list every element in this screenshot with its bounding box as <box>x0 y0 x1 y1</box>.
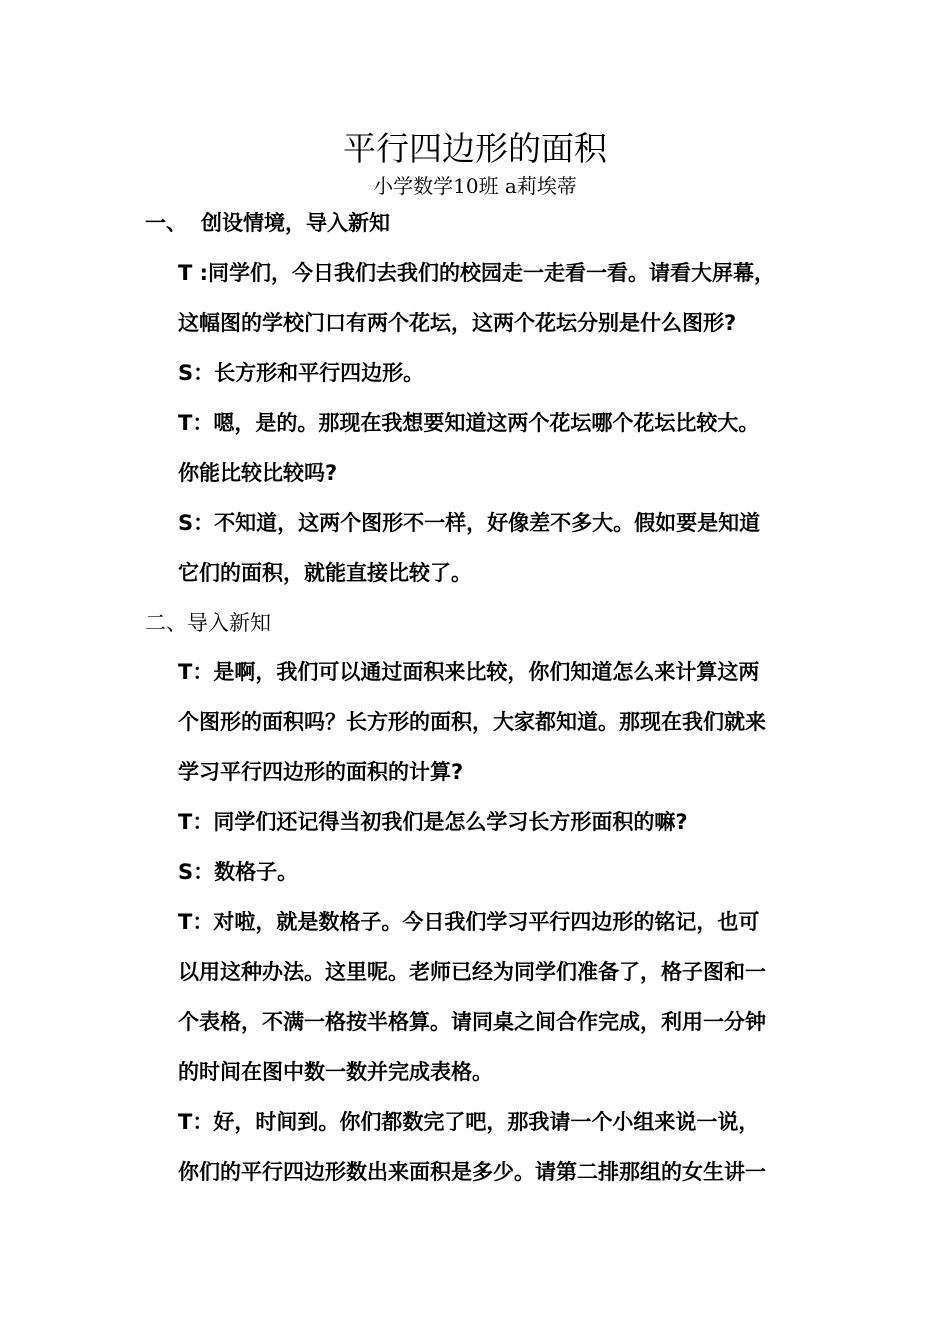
paragraph-9 <box>178 1097 818 1197</box>
paragraph-line: 学习平行四边形的面积的计算? <box>178 760 464 784</box>
paragraph-5 <box>178 647 818 797</box>
paragraph-line: 你们的平行四边形数出来面积是多少。请第二排那组的女生讲一 <box>178 1160 766 1184</box>
paragraph-line: 的时间在图中数一数并完成表格。 <box>178 1060 493 1084</box>
paragraph-1 <box>178 248 818 348</box>
paragraph-6 <box>178 797 818 847</box>
paragraph-line: S：长方形和平行四边形。 <box>178 361 425 385</box>
document-subtitle: 小学数学10班 a莉埃蒂 <box>373 174 577 198</box>
section-heading-2: 二、导入新知 <box>145 611 271 635</box>
paragraph-line: T：嗯，是的。那现在我想要知道这两个花坛哪个花坛比较大。 <box>178 411 760 435</box>
section-title-1: 创设情境，导入新知 <box>201 211 390 235</box>
paragraph-line: 个图形的面积吗？长方形的面积，大家都知道。那现在我们就来 <box>178 710 766 734</box>
section-number-1: 一、 <box>145 211 187 235</box>
paragraph-line: 个表格，不满一格按半格算。请同桌之间合作完成，利用一分钟 <box>178 1010 766 1034</box>
paragraph-line: T：对啦，就是数格子。今日我们学习平行四边形的铭记，也可 <box>178 910 760 934</box>
section-heading-1 <box>145 208 390 238</box>
paragraph-7 <box>178 847 818 897</box>
paragraph-line: 你能比较比较吗? <box>178 461 338 485</box>
paragraph-2 <box>178 348 818 398</box>
paragraph-line: T：同学们还记得当初我们是怎么学习长方形面积的嘛? <box>178 810 688 834</box>
paragraph-3 <box>178 398 818 498</box>
paragraph-line: 它们的面积，就能直接比较了。 <box>178 561 472 585</box>
paragraph-line: 这幅图的学校门口有两个花坛，这两个花坛分别是什么图形? <box>178 311 737 335</box>
paragraph-line: S：不知道，这两个图形不一样，好像差不多大。假如要是知道 <box>178 511 761 535</box>
document-title: 平行四边形的面积 <box>343 129 607 168</box>
paragraph-line: T：是啊，我们可以通过面积来比较，你们知道怎么来计算这两 <box>178 660 760 684</box>
paragraph-line: 以用这种办法。这里呢。老师已经为同学们准备了，格子图和一 <box>178 960 766 984</box>
paragraph-line: T：好，时间到。你们都数完了吧，那我请一个小组来说一说， <box>178 1110 760 1134</box>
paragraph-8 <box>178 897 818 1097</box>
paragraph-line: S：数格子。 <box>178 860 299 884</box>
paragraph-4 <box>178 498 818 598</box>
paragraph-line: T :同学们，今日我们去我们的校园走一走看一看。请看大屏幕， <box>178 261 776 285</box>
